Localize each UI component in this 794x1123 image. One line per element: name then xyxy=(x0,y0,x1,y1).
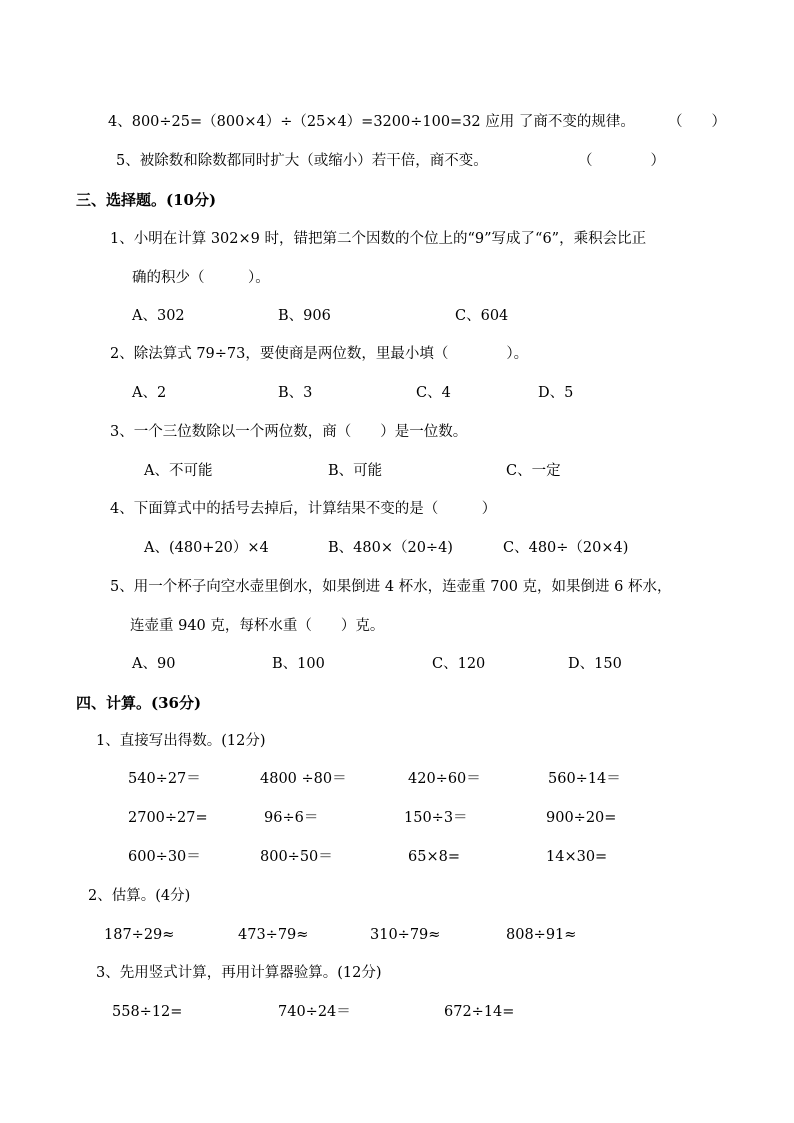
vertical-calc-item: 558÷12= xyxy=(112,1004,183,1020)
tf-question-5-text: 5、被除数和除数都同时扩大（或缩小）若干倍，商不变。 xyxy=(116,153,488,169)
choice-3-option-a[interactable]: A、不可能 xyxy=(144,463,213,479)
calc-1-item: 150÷3＝ xyxy=(404,810,468,826)
choice-question-4: 4、下面算式中的括号去掉后，计算结果不变的是（ ） xyxy=(110,501,497,517)
vertical-calc-item: 672÷14= xyxy=(444,1004,515,1020)
choice-5-option-b[interactable]: B、100 xyxy=(272,656,325,672)
calc-1-item: 420÷60＝ xyxy=(408,771,481,787)
choice-2-option-d[interactable]: D、5 xyxy=(538,385,574,401)
section-heading-calculation: 四、计算。(36分) xyxy=(76,694,202,712)
choice-question-1-line-1: 1、小明在计算 302×9 时，错把第二个因数的个位上的“9”写成了“6”，乘积会比正 xyxy=(110,231,647,247)
choice-3-option-b[interactable]: B、可能 xyxy=(328,463,383,479)
estimate-item: 310÷79≈ xyxy=(370,927,441,943)
calc-1-item: 560÷14＝ xyxy=(548,771,621,787)
choice-2-option-a[interactable]: A、2 xyxy=(132,385,167,401)
calc-1-item: 2700÷27= xyxy=(128,810,208,826)
tf-question-4-text: 4、800÷25=（800×4）÷（25×4）=3200÷100=32 应用 了商不变的规律。 xyxy=(108,114,635,130)
choice-3-option-c[interactable]: C、一定 xyxy=(506,463,561,479)
calc-1-item: 65×8= xyxy=(408,849,460,865)
choice-question-3: 3、一个三位数除以一个两位数，商（ ）是一位数。 xyxy=(110,424,468,440)
choice-4-option-c[interactable]: C、480÷（20×4) xyxy=(503,540,629,556)
vertical-calc-item: 740÷24＝ xyxy=(278,1004,351,1020)
tf-question-5 xyxy=(116,151,488,171)
choice-1-option-b[interactable]: B、906 xyxy=(278,308,331,324)
calc-1-item: 540÷27＝ xyxy=(128,771,201,787)
calc-1-item: 14×30= xyxy=(546,849,608,865)
choice-question-5-line-2: 连壶重 940 克，每杯水重（ ）克。 xyxy=(130,618,385,634)
choice-question-1-line-2: 确的积少（ ）。 xyxy=(132,270,270,286)
calc-1-item: 800÷50＝ xyxy=(260,849,333,865)
choice-1-option-c[interactable]: C、604 xyxy=(455,308,509,324)
choice-1-option-a[interactable]: A、302 xyxy=(132,308,185,324)
calc-1-item: 600÷30＝ xyxy=(128,849,201,865)
choice-2-option-b[interactable]: B、3 xyxy=(278,385,313,401)
calc-part-2-title: 2、估算。(4分) xyxy=(88,888,191,904)
tf-question-4 xyxy=(108,112,635,132)
choice-5-option-d[interactable]: D、150 xyxy=(568,656,622,672)
calc-part-3-title: 3、先用竖式计算，再用计算器验算。(12分) xyxy=(96,965,382,981)
estimate-item: 808÷91≈ xyxy=(506,927,577,943)
tf-question-4-answer-blank[interactable]: （ ） xyxy=(668,114,726,130)
choice-2-option-c[interactable]: C、4 xyxy=(416,385,451,401)
estimate-item: 473÷79≈ xyxy=(238,927,309,943)
calc-part-1-title: 1、直接写出得数。(12分) xyxy=(96,733,266,749)
calc-1-item: 900÷20= xyxy=(546,810,617,826)
choice-question-2: 2、除法算式 79÷73，要使商是两位数，里最小填（ ）。 xyxy=(110,346,529,362)
choice-4-option-a[interactable]: A、(480+20）×4 xyxy=(144,540,269,556)
choice-5-option-c[interactable]: C、120 xyxy=(432,656,486,672)
choice-question-5-line-1: 5、用一个杯子向空水壶里倒水，如果倒进 4 杯水，连壶重 700 克，如果倒进 6 杯水， xyxy=(110,579,672,595)
calc-1-item: 96÷6＝ xyxy=(264,810,319,826)
calc-1-item: 4800 ÷80＝ xyxy=(260,771,347,787)
estimate-item: 187÷29≈ xyxy=(104,927,175,943)
choice-4-option-b[interactable]: B、480×（20÷4) xyxy=(328,540,453,556)
section-heading-choice: 三、选择题。(10分) xyxy=(76,191,217,209)
choice-5-option-a[interactable]: A、90 xyxy=(132,656,176,672)
tf-question-5-answer-blank[interactable]: （ ） xyxy=(578,153,665,169)
